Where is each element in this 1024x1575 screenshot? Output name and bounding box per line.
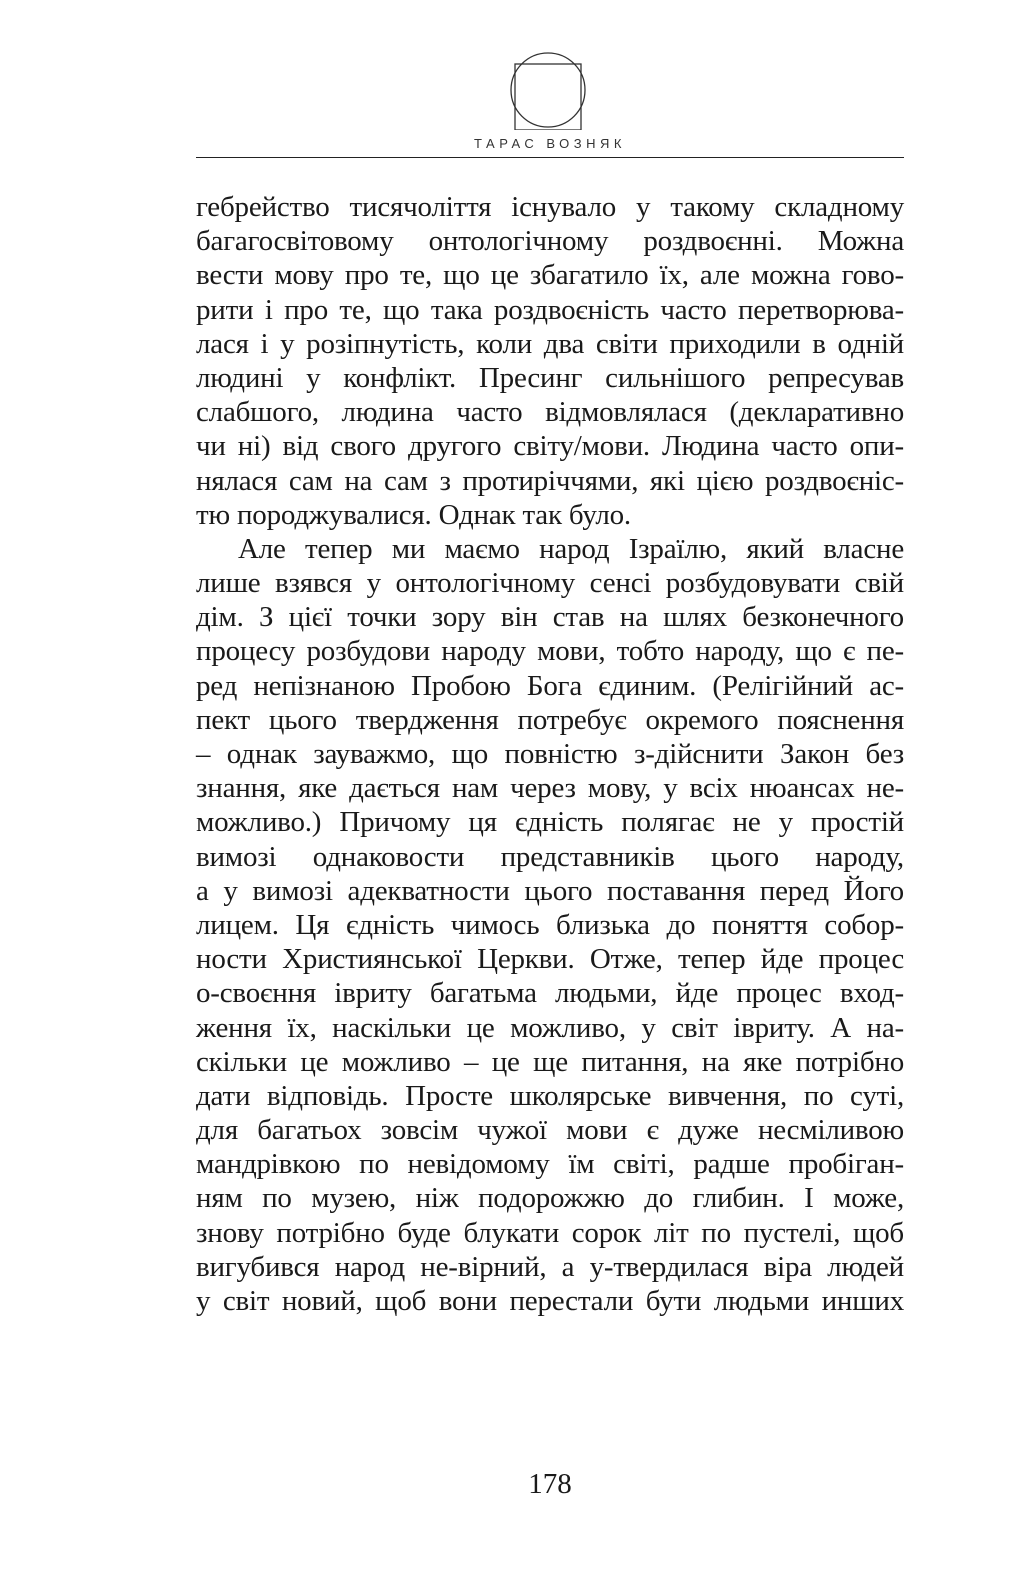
text-line: гебрейство тисячоліття існувало у такому складному	[196, 191, 904, 223]
text-line: лася і у розіпнутість, коли два світи приходили в одній	[196, 327, 904, 360]
page-number: 178	[528, 1468, 572, 1500]
circle-square-emblem-icon	[508, 50, 588, 130]
paragraph-start-line: Але тепер ми маємо народ Ізраїлю, який власне	[238, 532, 904, 565]
text-line: дім. З цієї точки зору він став на шлях безконечного	[196, 601, 904, 634]
text-line: пект цього твердження потребує окремого пояснення	[196, 703, 904, 736]
text-line: нялася сам на сам з протиріччями, які цією роздвоєніс-	[196, 464, 904, 497]
text-line: ження їх, наскільки це можливо, у світ івриту. А на-	[196, 1011, 904, 1044]
text-line: мандрівкою по невідомому їм світі, радше пробіган-	[196, 1148, 904, 1181]
text-line: людині у конфлікт. Пресинг сильнішого репресував	[196, 361, 904, 394]
text-line: у світ новий, щоб вони перестали бути людьми инших	[196, 1285, 904, 1317]
text-line: ности Християнської Церкви. Отже, тепер йде процес	[196, 943, 904, 976]
text-line: – однак зауважмо, що повністю з-дійснити Закон без	[196, 738, 904, 770]
text-line: ням по музею, ніж подорожжю до глибин. І може,	[196, 1182, 904, 1215]
text-line: дати відповідь. Просте школярське вивчення, по суті,	[196, 1079, 904, 1112]
text-line: можливо.) Причому ця єдність полягає не у простій	[196, 806, 904, 839]
running-head: ТАРАС ВОЗНЯК	[474, 136, 626, 151]
text-line: о-своєння івриту багатьма людьми, йде процес вход-	[196, 977, 904, 1010]
header-rule	[196, 157, 904, 158]
text-line: лицем. Ця єдність чимось близька до поняття собор-	[196, 908, 904, 941]
text-line: лише взявся у онтологічному сенсі розбудовувати свій	[196, 567, 904, 600]
text-line: а у вимозі адекватности цього поставання перед Його	[196, 874, 904, 907]
text-line: для багатьох зовсім чужої мови є дуже несміливою	[196, 1114, 904, 1147]
text-line: процесу розбудови народу мови, тобто народу, що є пе-	[196, 635, 904, 668]
text-line: чи ні) від свого другого світу/мови. Людина часто опи-	[196, 430, 904, 463]
text-line: знову потрібно буде блукати сорок літ по пустелі, щоб	[196, 1216, 904, 1249]
body-text	[196, 190, 904, 1318]
text-line: знання, яке дається нам через мову, у всіх нюансах не-	[196, 772, 904, 805]
text-line: слабшого, людина часто відмовлялася (декларативно	[196, 396, 904, 429]
text-line: ред непізнаною Пробою Бога єдиним. (Релігійний ас-	[196, 669, 904, 702]
text-line: багагосвітовому онтологічному роздвоєнні. Можна	[196, 225, 904, 258]
text-line: вигубився народ не-вірний, а у-твердилася віра людей	[196, 1250, 904, 1283]
text-line: вимозі однаковости представників цього народу,	[196, 840, 904, 873]
text-line: рити і про те, що така роздвоєність часто перетворюва-	[196, 293, 904, 326]
text-line: скільки це можливо – це ще питання, на яке потрібно	[196, 1045, 904, 1078]
text-line: тю породжувалися. Однак так було.	[196, 498, 631, 531]
text-line: вести мову про те, що це збагатило їх, але можна гово-	[196, 259, 904, 292]
